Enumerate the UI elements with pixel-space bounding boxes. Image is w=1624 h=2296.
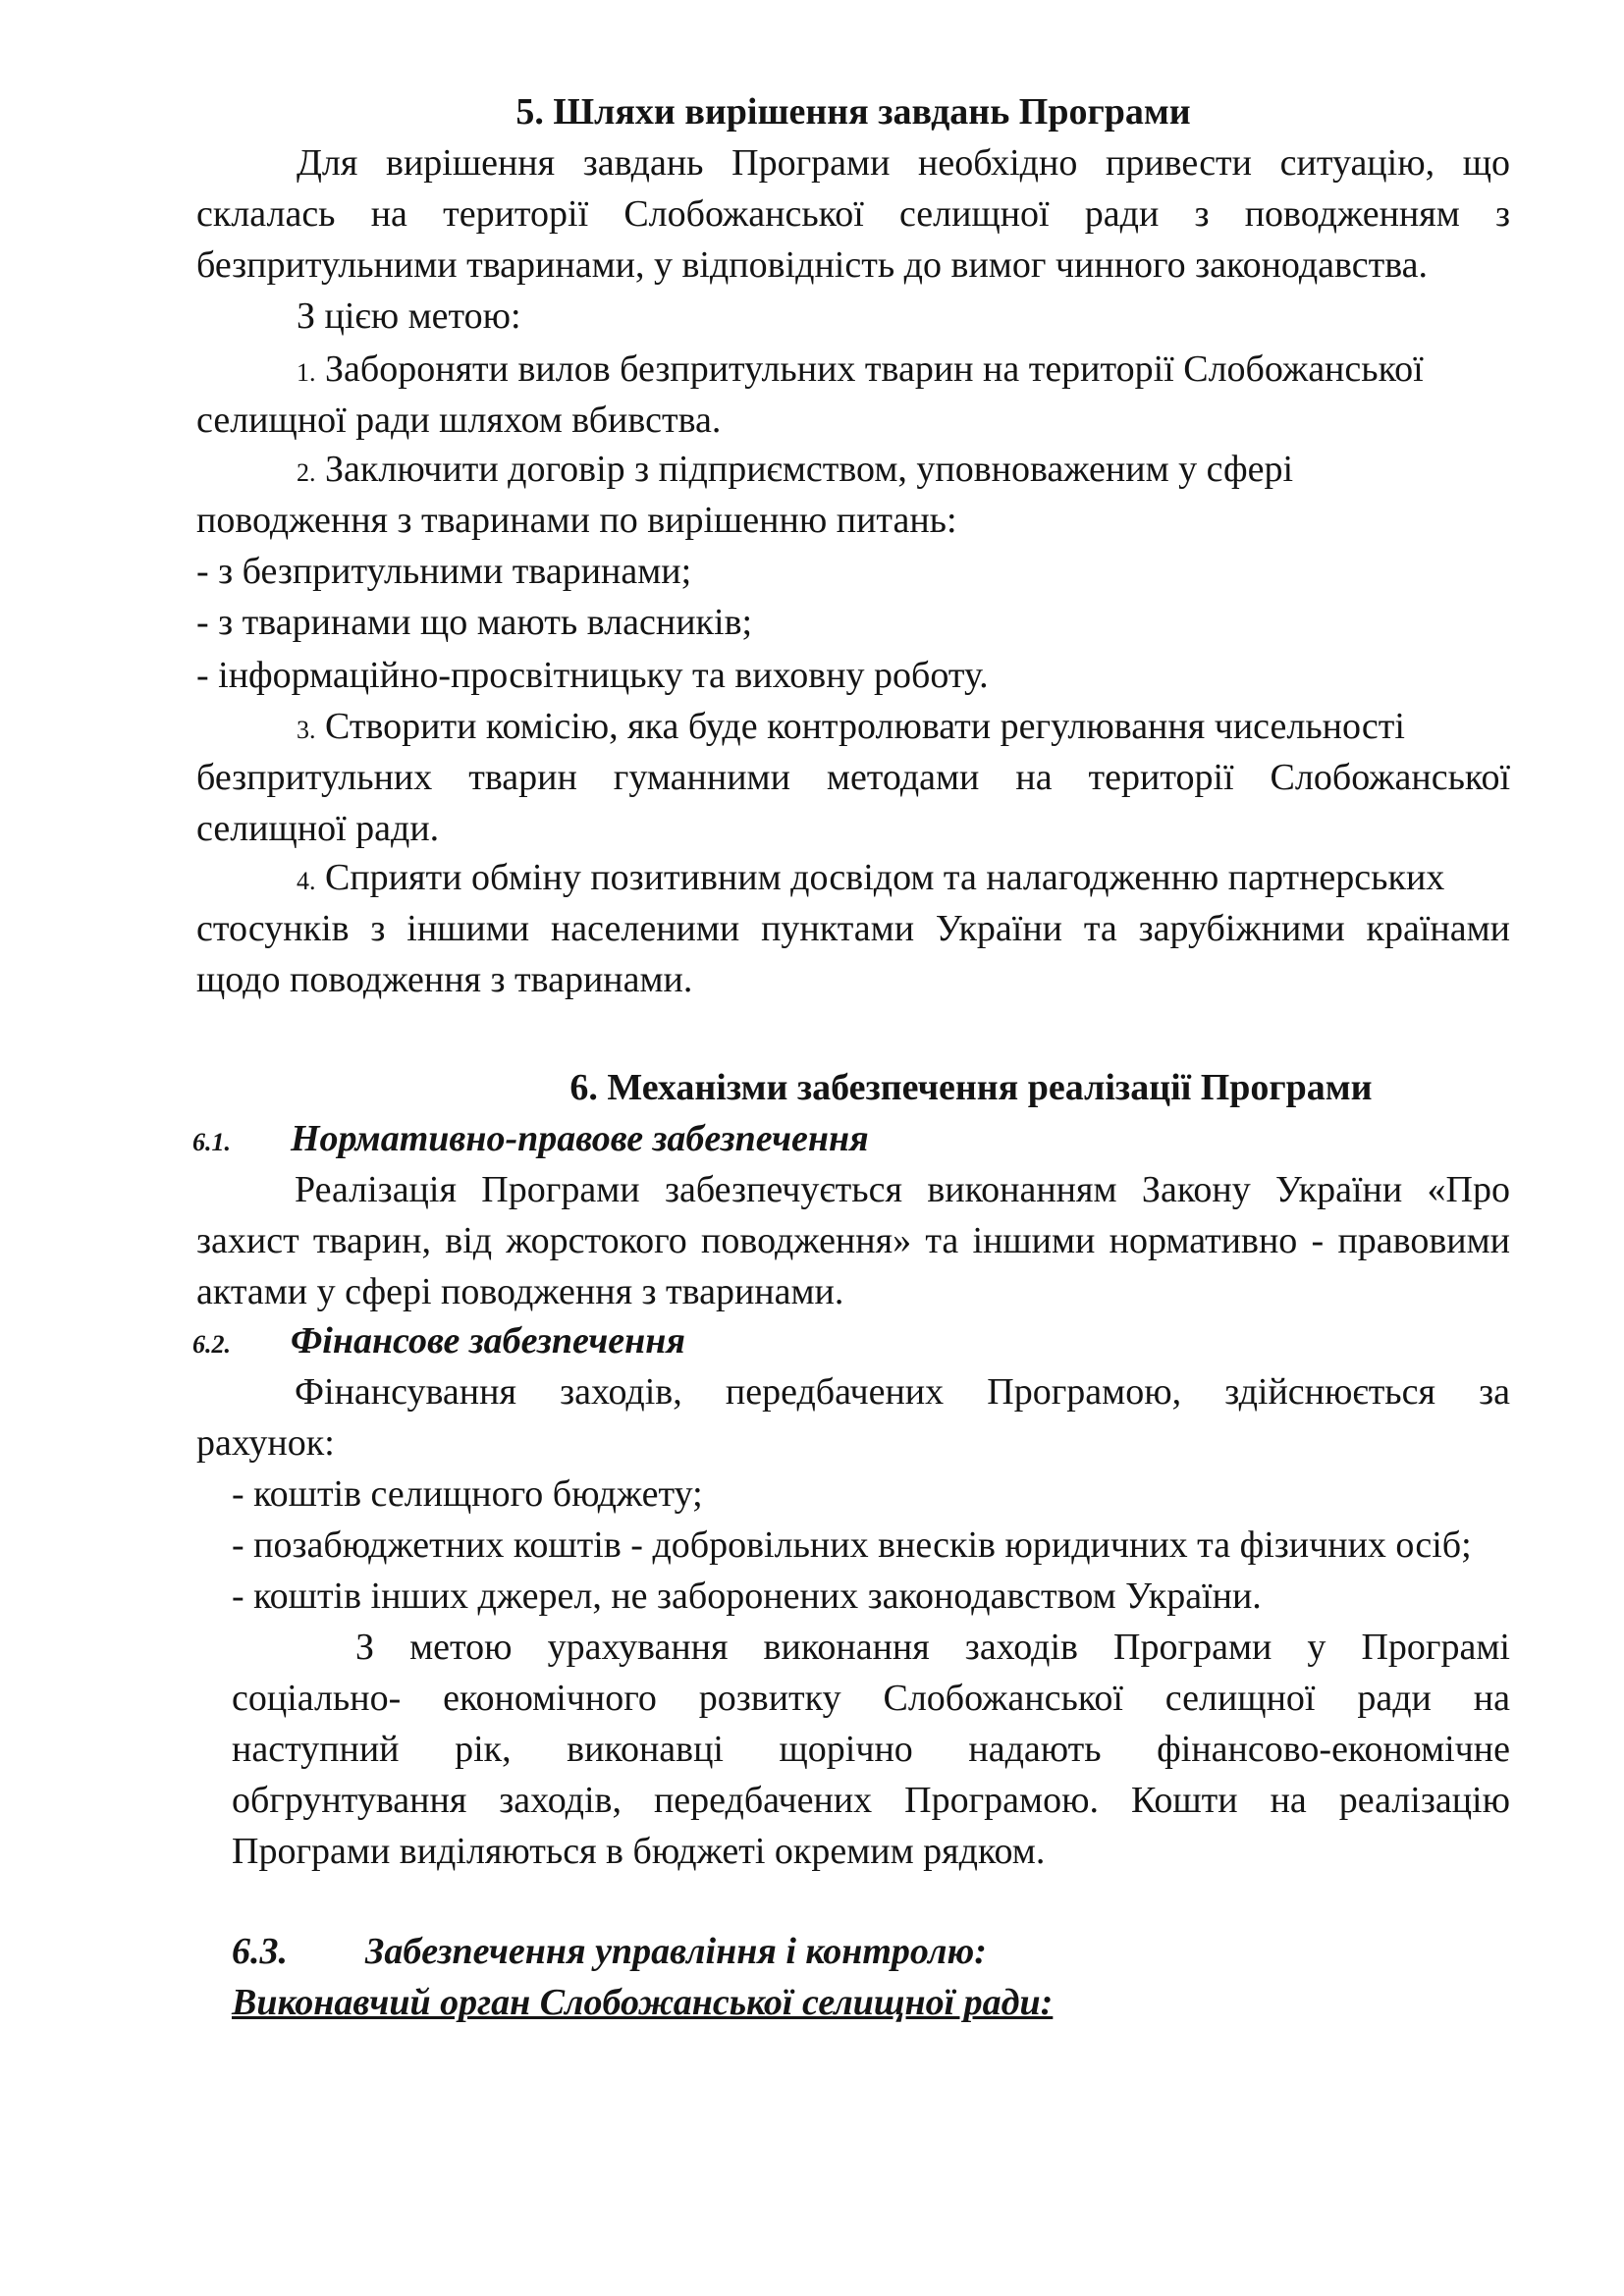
paragraph-line: обгрунтування заходів, передбачених Програмою. Кошти на реалізацію (232, 1780, 1510, 1821)
bullet-item: - позабюджетних коштів - добровільних внесків юридичних та фізичних осіб; (232, 1524, 1472, 1566)
paragraph-line: захист тварин, від жорстокого поводження» та іншими нормативно - правовими (196, 1220, 1510, 1261)
item-text: Створити комісію, яка буде контролювати регулювання чисельності (325, 706, 1405, 747)
subsection-title: Фінансове забезпечення (291, 1320, 685, 1362)
list-item-3 (297, 701, 1510, 752)
paragraph-line: З метою урахування виконання заходів Програми у Програмі (355, 1627, 1510, 1668)
paragraph-line: наступний рік, виконавці щорічно надають фінансово-економічне (232, 1729, 1510, 1770)
paragraph-line: Для вирішення завдань Програми необхідно привести ситуацію, що (297, 142, 1510, 184)
subsection-number: 6.1. (192, 1128, 231, 1156)
item-text: Заключити договір з підприємством, уповноваженим у сфері (325, 449, 1294, 490)
purpose-line: З цією метою: (297, 295, 521, 337)
subsection-6-3-title (232, 1926, 1545, 1977)
item-text: Сприяти обміну позитивним досвідом та налагодженню партнерських (325, 857, 1445, 898)
paragraph-line: соціально- економічного розвитку Слобожанської селищної ради на (232, 1678, 1510, 1719)
paragraph-line: безпритульними тваринами, у відповідність до вимог чинного законодавства. (196, 244, 1429, 286)
paragraph-line: селищної ради. (196, 808, 440, 849)
subsection-title: Забезпечення управління і контролю: (365, 1931, 987, 1972)
paragraph-line: Реалізація Програми забезпечується виконанням Закону України «Про (295, 1169, 1510, 1210)
item-number: 3. (297, 716, 316, 744)
item-text: Забороняти вилов безпритульних тварин на території Слобожанської (325, 348, 1424, 390)
paragraph-line: щодо поводження з тваринами. (196, 959, 693, 1000)
paragraph-line: склалась на території Слобожанської селищної ради з поводженням з (196, 193, 1510, 235)
bullet-item: - з тваринами що мають власників; (196, 602, 753, 643)
subsection-6-2-title (192, 1315, 1506, 1366)
list-item-4 (297, 852, 1510, 903)
item-number: 1. (297, 358, 316, 387)
paragraph-line: Фінансування заходів, передбачених Програмою, здійснюється за (295, 1371, 1510, 1413)
paragraph-line: актами у сфері поводження з тваринами. (196, 1271, 844, 1312)
bullet-item: - коштів селищного бюджету; (232, 1473, 703, 1515)
subsection-title: Нормативно-правове забезпечення (291, 1118, 869, 1159)
bullet-item: - коштів інших джерел, не заборонених законодавством України. (232, 1575, 1262, 1617)
subsection-6-1-title (192, 1113, 1506, 1164)
paragraph-line: рахунок: (196, 1422, 335, 1464)
subsection-number: 6.3. (232, 1931, 288, 1972)
subsection-6-3-subtitle: Виконавчий орган Слобожанської селищної ради: (232, 1982, 1054, 2023)
item-number: 4. (297, 867, 316, 895)
paragraph-line: селищної ради шляхом вбивства. (196, 400, 722, 441)
paragraph-line: поводження з тваринами по вирішенню питань: (196, 500, 957, 541)
paragraph-line: безпритульних тварин гуманними методами на території Слобожанської (196, 757, 1510, 798)
subsection-number: 6.2. (192, 1330, 231, 1359)
item-number: 2. (297, 458, 316, 487)
paragraph-line: стосунків з іншими населеними пунктами України та зарубіжними країнами (196, 908, 1510, 949)
bullet-item: - з безпритульними тваринами; (196, 551, 692, 592)
list-item-1 (297, 344, 1510, 395)
bullet-item: - інформаційно-просвітницьку та виховну роботу. (196, 655, 989, 696)
section-5-heading: 5. Шляхи вирішення завдань Програми (515, 91, 1191, 133)
list-item-2 (297, 444, 1510, 495)
section-6-heading: 6. Механізми забезпечення реалізації Програми (569, 1067, 1373, 1108)
paragraph-line: Програми виділяються в бюджеті окремим рядком. (232, 1831, 1046, 1872)
